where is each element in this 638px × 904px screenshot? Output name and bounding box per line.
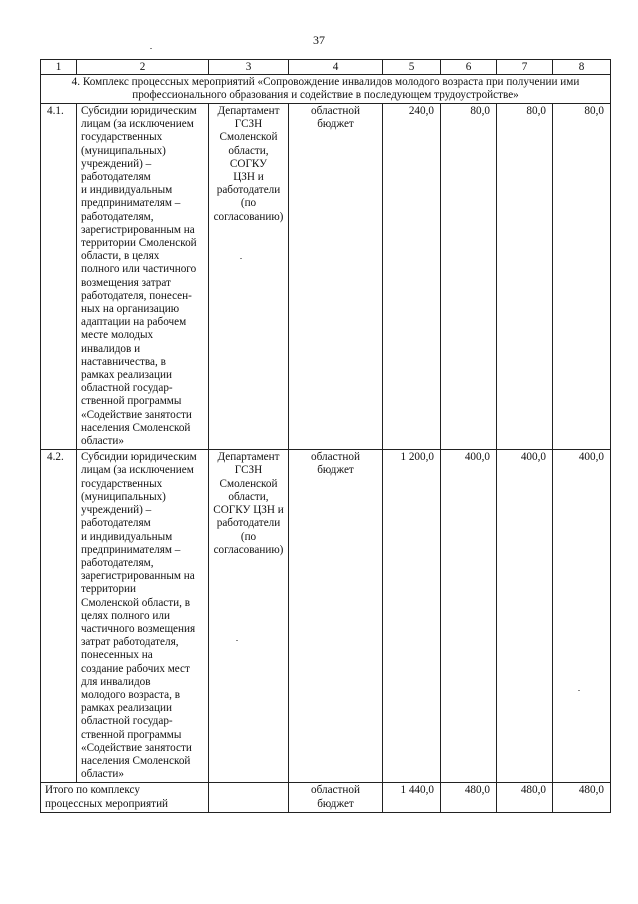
row-year2-amount: 80,0 [497,104,553,450]
total-funding-source: областной бюджет [289,783,383,812]
total-year1-amount: 480,0 [441,783,497,812]
row-number: 4.1. [41,104,77,450]
section-title: 4. Комплекс процессных мероприятий «Сопровождение инвалидов молодого возраста при получении ими профессионального образования и содействие в последующем трудоустройстве» [41,75,611,104]
row-total-amount: 1 200,0 [383,450,441,783]
column-number: 6 [441,60,497,75]
table-row [41,104,611,450]
total-label: Итого по комплексу процессных мероприятий [41,783,209,812]
row-funding-source: областной бюджет [289,450,383,783]
program-table [40,59,611,813]
column-number: 4 [289,60,383,75]
row-executor: Департамент ГСЗН Смоленской области, СОГКУ ЦЗН и работодатели (по согласованию) [209,104,289,450]
total-year2-amount: 480,0 [497,783,553,812]
row-number: 4.2. [41,450,77,783]
row-year1-amount: 80,0 [441,104,497,450]
row-year2-amount: 400,0 [497,450,553,783]
row-year1-amount: 400,0 [441,450,497,783]
row-funding-source: областной бюджет [289,104,383,450]
column-number: 5 [383,60,441,75]
scan-speck [240,258,242,259]
total-amount: 1 440,0 [383,783,441,812]
page-number: 37 [313,33,325,47]
scan-speck [236,640,238,641]
row-executor: Департамент ГСЗН Смоленской области, СОГКУ ЦЗН и работодатели (по согласованию) [209,450,289,783]
row-year3-amount: 80,0 [553,104,611,450]
row-description: Субсидии юридическим лицам (за исключением государственных (муниципальных) учреждений) – работодателям и индивидуальным предпринимателям – работодателям, зарегистрированным на территории Смоленской области, в целях полного или частичного возмещения затрат работодателя, понесенных на создание рабочих мест для инвалидов молодого возраста, в рамках реализации областной государ- ственной программы «Содействие занятости населения Смоленской области» [77,450,209,783]
column-number-row [41,60,611,75]
scan-speck [150,48,152,49]
column-number: 2 [77,60,209,75]
column-number: 7 [497,60,553,75]
row-year3-amount: 400,0 [553,450,611,783]
section-row [41,75,611,104]
table-row [41,450,611,783]
row-total-amount: 240,0 [383,104,441,450]
total-executor-empty [209,783,289,812]
scan-speck [578,690,580,691]
total-year3-amount: 480,0 [553,783,611,812]
column-number: 1 [41,60,77,75]
column-number: 3 [209,60,289,75]
column-number: 8 [553,60,611,75]
total-row [41,783,611,812]
row-description: Субсидии юридическим лицам (за исключением государственных (муниципальных) учреждений) – работодателям и индивидуальным предпринимателям – работодателям, зарегистрированным на территории Смоленской области, в целях полного или частичного возмещения затрат работодателя, понесен- ных на организацию адаптации на рабочем месте молодых инвалидов и наставничества, в рамках реализации областной государ- ственной программы «Содействие занятости населения Смоленской области» [77,104,209,450]
